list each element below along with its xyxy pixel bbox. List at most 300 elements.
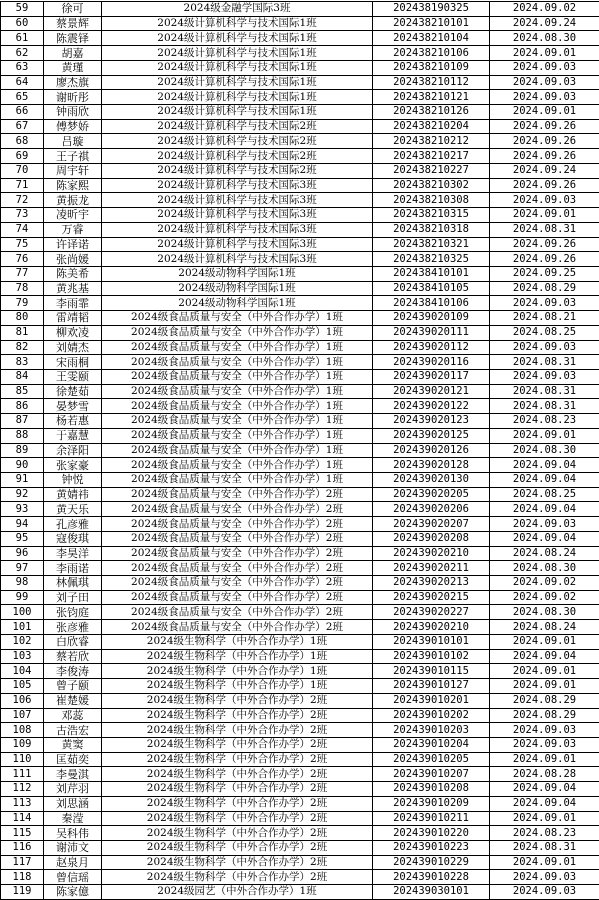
class-name: 2024级生物科学（中外合作办学）2班	[102, 752, 373, 767]
table-row	[1, 649, 599, 664]
registration-date: 2024.09.04	[490, 502, 599, 517]
student-id: 202439020206	[373, 502, 490, 517]
class-name: 2024级食品质量与安全（中外合作办学）2班	[102, 487, 373, 502]
student-name: 李曼淇	[44, 767, 102, 782]
class-name: 2024级食品质量与安全（中外合作办学）1班	[102, 340, 373, 355]
table-row	[1, 737, 599, 752]
class-name: 2024级计算机科学与技术国际1班	[102, 31, 373, 46]
table-row	[1, 473, 599, 488]
table-row	[1, 561, 599, 576]
student-id: 202439020208	[373, 531, 490, 546]
class-name: 2024级动物科学国际1班	[102, 281, 373, 296]
student-id: 202439020207	[373, 517, 490, 532]
row-number: 91	[1, 473, 44, 488]
table-row	[1, 458, 599, 473]
class-name: 2024级食品质量与安全（中外合作办学）1班	[102, 458, 373, 473]
student-id: 202438210101	[373, 16, 490, 31]
student-name: 谢沛文	[44, 840, 102, 855]
student-name: 杨若惠	[44, 414, 102, 429]
row-number: 100	[1, 605, 44, 620]
student-id: 202439010202	[373, 708, 490, 723]
row-number: 92	[1, 487, 44, 502]
table-row	[1, 870, 599, 885]
class-name: 2024级生物科学（中外合作办学）2班	[102, 782, 373, 797]
registration-date: 2024.09.03	[490, 369, 599, 384]
table-row	[1, 208, 599, 223]
registration-date: 2024.09.25	[490, 266, 599, 281]
registration-date: 2024.08.30	[490, 561, 599, 576]
student-name: 凌昕宇	[44, 208, 102, 223]
registration-date: 2024.09.01	[490, 855, 599, 870]
class-name: 2024级计算机科学与技术国际3班	[102, 222, 373, 237]
row-number: 63	[1, 60, 44, 75]
student-name: 刘婧杰	[44, 340, 102, 355]
registration-date: 2024.09.01	[490, 428, 599, 443]
student-name: 钟雨欣	[44, 105, 102, 120]
student-id: 202439020121	[373, 384, 490, 399]
student-id: 202439010102	[373, 649, 490, 664]
student-id: 202438210109	[373, 60, 490, 75]
table-row	[1, 885, 599, 900]
registration-date: 2024.08.29	[490, 693, 599, 708]
row-number: 59	[1, 2, 44, 17]
registration-date: 2024.08.31	[490, 384, 599, 399]
row-number: 60	[1, 16, 44, 31]
registration-date: 2024.09.02	[490, 2, 599, 17]
table-row	[1, 252, 599, 267]
student-name: 匡茹奕	[44, 752, 102, 767]
row-number: 71	[1, 178, 44, 193]
student-name: 寇俊琪	[44, 531, 102, 546]
row-number: 68	[1, 134, 44, 149]
class-name: 2024级动物科学国际1班	[102, 266, 373, 281]
row-number: 101	[1, 620, 44, 635]
registration-date: 2024.09.26	[490, 237, 599, 252]
student-name: 黄婧祎	[44, 487, 102, 502]
registration-date: 2024.09.03	[490, 723, 599, 738]
class-name: 2024级食品质量与安全（中外合作办学）1班	[102, 311, 373, 326]
table-row	[1, 546, 599, 561]
table-row	[1, 517, 599, 532]
registration-date: 2024.09.01	[490, 105, 599, 120]
student-name: 张家豪	[44, 458, 102, 473]
student-id: 202439010205	[373, 752, 490, 767]
table-row	[1, 826, 599, 841]
row-number: 104	[1, 664, 44, 679]
table-row	[1, 46, 599, 61]
row-number: 77	[1, 266, 44, 281]
row-number: 95	[1, 531, 44, 546]
registration-date: 2024.09.03	[490, 296, 599, 311]
student-name: 胡嘉	[44, 46, 102, 61]
student-name: 徐楚茹	[44, 384, 102, 399]
registration-date: 2024.09.26	[490, 252, 599, 267]
class-name: 2024级生物科学（中外合作办学）1班	[102, 649, 373, 664]
registration-date: 2024.08.28	[490, 767, 599, 782]
row-number: 116	[1, 840, 44, 855]
class-name: 2024级生物科学（中外合作办学）2班	[102, 767, 373, 782]
registration-date: 2024.09.03	[490, 90, 599, 105]
row-number: 64	[1, 75, 44, 90]
row-number: 83	[1, 355, 44, 370]
class-name: 2024级食品质量与安全（中外合作办学）1班	[102, 384, 373, 399]
row-number: 80	[1, 311, 44, 326]
table-row	[1, 811, 599, 826]
student-name: 柳欢凌	[44, 325, 102, 340]
class-name: 2024级食品质量与安全（中外合作办学）2班	[102, 502, 373, 517]
registration-date: 2024.09.01	[490, 664, 599, 679]
table-row	[1, 134, 599, 149]
row-number: 72	[1, 193, 44, 208]
registration-date: 2024.09.24	[490, 16, 599, 31]
registration-date: 2024.08.24	[490, 620, 599, 635]
registration-date: 2024.09.03	[490, 193, 599, 208]
row-number: 102	[1, 634, 44, 649]
class-name: 2024级计算机科学与技术国际3班	[102, 178, 373, 193]
table-row	[1, 576, 599, 591]
class-name: 2024级生物科学（中外合作办学）2班	[102, 855, 373, 870]
table-row	[1, 384, 599, 399]
student-name: 万睿	[44, 222, 102, 237]
registration-date: 2024.09.04	[490, 473, 599, 488]
row-number: 106	[1, 693, 44, 708]
table-row	[1, 414, 599, 429]
student-id: 202438410105	[373, 281, 490, 296]
class-name: 2024级生物科学（中外合作办学）2班	[102, 693, 373, 708]
table-row	[1, 105, 599, 120]
table-row	[1, 502, 599, 517]
registration-date: 2024.08.30	[490, 443, 599, 458]
student-id: 202439010203	[373, 723, 490, 738]
table-row	[1, 782, 599, 797]
student-name: 孔彦雅	[44, 517, 102, 532]
row-number: 107	[1, 708, 44, 723]
row-number: 62	[1, 46, 44, 61]
row-number: 69	[1, 149, 44, 164]
student-name: 吕璇	[44, 134, 102, 149]
student-id: 202439010209	[373, 796, 490, 811]
student-name: 于嘉慧	[44, 428, 102, 443]
class-name: 2024级食品质量与安全（中外合作办学）1班	[102, 414, 373, 429]
class-name: 2024级生物科学（中外合作办学）2班	[102, 870, 373, 885]
row-number: 90	[1, 458, 44, 473]
registration-date: 2024.09.26	[490, 178, 599, 193]
student-id: 202439010204	[373, 737, 490, 752]
student-name: 钟悦	[44, 473, 102, 488]
row-number: 76	[1, 252, 44, 267]
student-name: 林佩琪	[44, 576, 102, 591]
class-name: 2024级动物科学国际1班	[102, 296, 373, 311]
registration-date: 2024.09.04	[490, 782, 599, 797]
registration-date: 2024.09.26	[490, 149, 599, 164]
row-number: 111	[1, 767, 44, 782]
table-row	[1, 855, 599, 870]
registration-date: 2024.09.04	[490, 649, 599, 664]
student-name: 陈家熙	[44, 178, 102, 193]
class-name: 2024级计算机科学与技术国际3班	[102, 193, 373, 208]
class-name: 2024级计算机科学与技术国际2班	[102, 149, 373, 164]
student-name: 徐可	[44, 2, 102, 17]
student-name: 宋雨桐	[44, 355, 102, 370]
class-name: 2024级计算机科学与技术国际1班	[102, 16, 373, 31]
table-row	[1, 311, 599, 326]
class-name: 2024级食品质量与安全（中外合作办学）2班	[102, 561, 373, 576]
row-number: 67	[1, 119, 44, 134]
row-number: 99	[1, 590, 44, 605]
table-row	[1, 679, 599, 694]
table-row	[1, 399, 599, 414]
registration-date: 2024.09.01	[490, 811, 599, 826]
student-id: 202439020116	[373, 355, 490, 370]
registration-date: 2024.08.31	[490, 222, 599, 237]
class-name: 2024级食品质量与安全（中外合作办学）1班	[102, 325, 373, 340]
row-number: 65	[1, 90, 44, 105]
table-row	[1, 31, 599, 46]
student-id: 202439020215	[373, 590, 490, 605]
registration-date: 2024.09.04	[490, 458, 599, 473]
student-name: 张彦雅	[44, 620, 102, 635]
student-id: 202439020123	[373, 414, 490, 429]
registration-date: 2024.09.26	[490, 119, 599, 134]
table-row	[1, 340, 599, 355]
student-id: 202438210227	[373, 163, 490, 178]
row-number: 79	[1, 296, 44, 311]
registration-date: 2024.09.01	[490, 46, 599, 61]
registration-date: 2024.08.30	[490, 31, 599, 46]
student-id: 202439020130	[373, 473, 490, 488]
class-name: 2024级食品质量与安全（中外合作办学）2班	[102, 531, 373, 546]
registration-date: 2024.09.03	[490, 75, 599, 90]
student-id: 202438210325	[373, 252, 490, 267]
student-id: 202439010229	[373, 855, 490, 870]
row-number: 117	[1, 855, 44, 870]
student-name: 古浩宏	[44, 723, 102, 738]
student-name: 李俊涛	[44, 664, 102, 679]
student-name: 王子祺	[44, 149, 102, 164]
student-id: 202439020111	[373, 325, 490, 340]
class-name: 2024级生物科学（中外合作办学）2班	[102, 737, 373, 752]
row-number: 87	[1, 414, 44, 429]
student-id: 202438210104	[373, 31, 490, 46]
student-id: 202438210318	[373, 222, 490, 237]
student-name: 崔楚媛	[44, 693, 102, 708]
student-id: 202439020126	[373, 443, 490, 458]
table-row	[1, 296, 599, 311]
student-name: 刘芹羽	[44, 782, 102, 797]
row-number: 93	[1, 502, 44, 517]
student-id: 202439020210	[373, 620, 490, 635]
row-number: 88	[1, 428, 44, 443]
table-row	[1, 90, 599, 105]
class-name: 2024级食品质量与安全（中外合作办学）1班	[102, 399, 373, 414]
student-id: 202439010208	[373, 782, 490, 797]
registration-date: 2024.09.04	[490, 531, 599, 546]
row-number: 118	[1, 870, 44, 885]
row-number: 61	[1, 31, 44, 46]
table-row	[1, 487, 599, 502]
registration-date: 2024.09.02	[490, 590, 599, 605]
student-id: 202439020227	[373, 605, 490, 620]
student-name: 雷靖韬	[44, 311, 102, 326]
table-row	[1, 266, 599, 281]
table-row	[1, 620, 599, 635]
student-id: 202439020122	[373, 399, 490, 414]
student-name: 刘子田	[44, 590, 102, 605]
student-name: 刘思涵	[44, 796, 102, 811]
student-id: 202439010211	[373, 811, 490, 826]
registration-date: 2024.09.24	[490, 163, 599, 178]
student-name: 黄瑾	[44, 60, 102, 75]
registration-date: 2024.09.01	[490, 679, 599, 694]
student-id: 202439020117	[373, 369, 490, 384]
registration-date: 2024.09.03	[490, 737, 599, 752]
student-name: 秦滢	[44, 811, 102, 826]
class-name: 2024级生物科学（中外合作办学）2班	[102, 840, 373, 855]
table-row	[1, 840, 599, 855]
student-id: 202438410101	[373, 266, 490, 281]
table-row	[1, 237, 599, 252]
class-name: 2024级计算机科学与技术国际1班	[102, 90, 373, 105]
student-name: 李雨霏	[44, 296, 102, 311]
table-row	[1, 590, 599, 605]
class-name: 2024级食品质量与安全（中外合作办学）1班	[102, 428, 373, 443]
row-number: 98	[1, 576, 44, 591]
student-name: 陈美希	[44, 266, 102, 281]
row-number: 70	[1, 163, 44, 178]
registration-date: 2024.09.01	[490, 634, 599, 649]
class-name: 2024级计算机科学与技术国际1班	[102, 105, 373, 120]
student-name: 廖杰旗	[44, 75, 102, 90]
student-id: 202438210121	[373, 90, 490, 105]
student-id: 202438210112	[373, 75, 490, 90]
registration-date: 2024.08.29	[490, 708, 599, 723]
row-number: 96	[1, 546, 44, 561]
row-number: 84	[1, 369, 44, 384]
row-number: 78	[1, 281, 44, 296]
roster-body	[1, 2, 599, 900]
registration-date: 2024.08.23	[490, 414, 599, 429]
table-row	[1, 193, 599, 208]
registration-date: 2024.09.03	[490, 885, 599, 900]
row-number: 75	[1, 237, 44, 252]
row-number: 74	[1, 222, 44, 237]
table-row	[1, 428, 599, 443]
class-name: 2024级生物科学（中外合作办学）2班	[102, 811, 373, 826]
row-number: 73	[1, 208, 44, 223]
table-row	[1, 752, 599, 767]
table-row	[1, 634, 599, 649]
class-name: 2024级计算机科学与技术国际2班	[102, 119, 373, 134]
student-name: 蔡景辉	[44, 16, 102, 31]
table-row	[1, 149, 599, 164]
table-row	[1, 693, 599, 708]
student-id: 202439010228	[373, 870, 490, 885]
table-row	[1, 767, 599, 782]
student-id: 202439010207	[373, 767, 490, 782]
class-name: 2024级食品质量与安全（中外合作办学）2班	[102, 620, 373, 635]
class-name: 2024级计算机科学与技术国际1班	[102, 75, 373, 90]
student-name: 吴科伟	[44, 826, 102, 841]
registration-date: 2024.08.31	[490, 355, 599, 370]
class-name: 2024级生物科学（中外合作办学）1班	[102, 634, 373, 649]
student-name: 许译诺	[44, 237, 102, 252]
row-number: 81	[1, 325, 44, 340]
row-number: 108	[1, 723, 44, 738]
student-name: 曾子颐	[44, 679, 102, 694]
row-number: 94	[1, 517, 44, 532]
student-name: 李雨诺	[44, 561, 102, 576]
table-row	[1, 708, 599, 723]
registration-date: 2024.08.29	[490, 281, 599, 296]
registration-date: 2024.09.04	[490, 796, 599, 811]
table-row	[1, 664, 599, 679]
student-name: 陈家億	[44, 885, 102, 900]
table-row	[1, 163, 599, 178]
student-name: 邓蕊	[44, 708, 102, 723]
row-number: 109	[1, 737, 44, 752]
row-number: 114	[1, 811, 44, 826]
student-id: 202439030101	[373, 885, 490, 900]
class-name: 2024级食品质量与安全（中外合作办学）2班	[102, 546, 373, 561]
registration-date: 2024.09.03	[490, 870, 599, 885]
student-id: 202438410106	[373, 296, 490, 311]
class-name: 2024级生物科学（中外合作办学）2班	[102, 723, 373, 738]
class-name: 2024级生物科学（中外合作办学）2班	[102, 708, 373, 723]
row-number: 110	[1, 752, 44, 767]
student-id: 202438210302	[373, 178, 490, 193]
class-name: 2024级生物科学（中外合作办学）1班	[102, 679, 373, 694]
class-name: 2024级食品质量与安全（中外合作办学）1班	[102, 443, 373, 458]
student-name: 曾信瑶	[44, 870, 102, 885]
student-name: 张钧庭	[44, 605, 102, 620]
student-id: 202439020211	[373, 561, 490, 576]
table-row	[1, 443, 599, 458]
student-id: 202439020109	[373, 311, 490, 326]
class-name: 2024级食品质量与安全（中外合作办学）2班	[102, 590, 373, 605]
student-name: 蔡若欣	[44, 649, 102, 664]
class-name: 2024级计算机科学与技术国际3班	[102, 252, 373, 267]
table-row	[1, 75, 599, 90]
student-id: 202439010101	[373, 634, 490, 649]
row-number: 97	[1, 561, 44, 576]
class-name: 2024级计算机科学与技术国际1班	[102, 46, 373, 61]
table-row	[1, 723, 599, 738]
table-row	[1, 222, 599, 237]
registration-date: 2024.08.24	[490, 546, 599, 561]
student-id: 202439010115	[373, 664, 490, 679]
student-name: 赵泉月	[44, 855, 102, 870]
table-row	[1, 355, 599, 370]
student-id: 202439020125	[373, 428, 490, 443]
registration-date: 2024.08.25	[490, 487, 599, 502]
student-id: 202439020205	[373, 487, 490, 502]
student-name: 黄振龙	[44, 193, 102, 208]
registration-date: 2024.08.31	[490, 399, 599, 414]
class-name: 2024级食品质量与安全（中外合作办学）2班	[102, 605, 373, 620]
student-id: 202439010220	[373, 826, 490, 841]
student-id: 202439020112	[373, 340, 490, 355]
student-id: 202439010127	[373, 679, 490, 694]
registration-date: 2024.08.25	[490, 325, 599, 340]
student-id: 202438210308	[373, 193, 490, 208]
row-number: 86	[1, 399, 44, 414]
table-row	[1, 605, 599, 620]
table-row	[1, 2, 599, 17]
student-id: 202438210321	[373, 237, 490, 252]
class-name: 2024级食品质量与安全（中外合作办学）2班	[102, 517, 373, 532]
table-row	[1, 281, 599, 296]
registration-date: 2024.09.03	[490, 60, 599, 75]
